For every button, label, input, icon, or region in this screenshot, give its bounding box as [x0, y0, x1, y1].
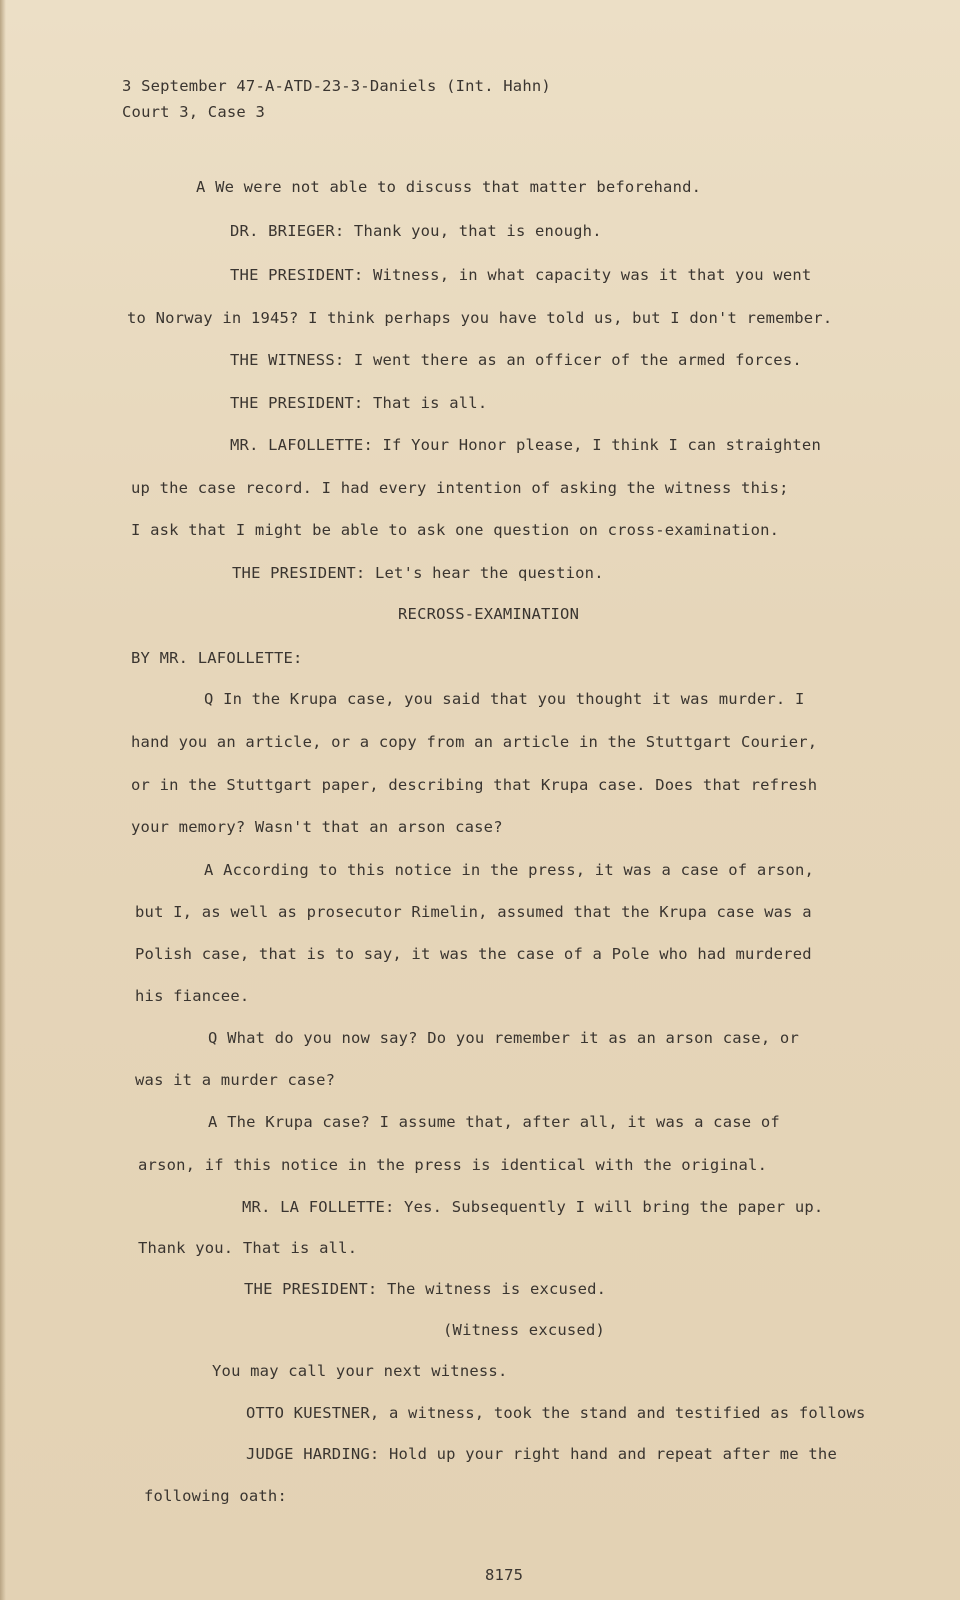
transcript-line-answer-assume: A The Krupa case? I assume that, after all, it was a case of	[208, 1113, 780, 1131]
transcript-line-president-hear: THE PRESIDENT: Let's hear the question.	[232, 564, 604, 582]
page-edge-shadow	[0, 0, 6, 1600]
transcript-line-witness-answer: THE WITNESS: I went there as an officer of the armed forces.	[230, 351, 802, 369]
page-number: 8175	[485, 1566, 524, 1584]
transcript-line-lafollette-cont-1: up the case record. I had every intention of asking the witness this;	[131, 479, 789, 497]
transcript-line-oath: following oath:	[144, 1487, 287, 1505]
transcript-line-president-question: THE PRESIDENT: Witness, in what capacity was it that you went	[230, 266, 812, 284]
header-line-1: 3 September 47-A-ATD-23-3-Daniels (Int. Hahn)	[122, 77, 551, 95]
transcript-line-question-now-cont: was it a murder case?	[135, 1071, 336, 1089]
transcript-line-question-krupa: Q In the Krupa case, you said that you thought it was murder. I	[204, 690, 805, 708]
stage-direction-witness-excused: (Witness excused)	[443, 1321, 606, 1339]
transcript-line-president-all: THE PRESIDENT: That is all.	[230, 394, 488, 412]
transcript-line-lafollette: MR. LAFOLLETTE: If Your Honor please, I think I can straighten	[230, 436, 821, 454]
transcript-line-question-krupa-cont-3: your memory? Wasn't that an arson case?	[131, 818, 503, 836]
section-heading-recross: RECROSS-EXAMINATION	[398, 605, 580, 623]
transcript-line-judge-harding: JUDGE HARDING: Hold up your right hand and repeat after me the	[246, 1445, 837, 1463]
transcript-line-answer: A We were not able to discuss that matter beforehand.	[196, 178, 702, 196]
transcript-line-president-question-cont: to Norway in 1945? I think perhaps you have told us, but I don't remember.	[127, 309, 833, 327]
transcript-line-la-follette: MR. LA FOLLETTE: Yes. Subsequently I will bring the paper up.	[242, 1198, 824, 1216]
transcript-line-lafollette-cont-2: I ask that I might be able to ask one question on cross-examination.	[131, 521, 780, 539]
transcript-line-answer-assume-cont: arson, if this notice in the press is identical with the original.	[138, 1156, 768, 1174]
transcript-line-otto-kuestner: OTTO KUESTNER, a witness, took the stand and testified as follows	[246, 1404, 866, 1422]
transcript-line-answer-arson-cont-1: but I, as well as prosecutor Rimelin, assumed that the Krupa case was a	[135, 903, 812, 921]
header-line-2: Court 3, Case 3	[122, 103, 265, 121]
transcript-line-answer-arson: A According to this notice in the press, it was a case of arson,	[204, 861, 815, 879]
transcript-line-brieger: DR. BRIEGER: Thank you, that is enough.	[230, 222, 602, 240]
transcript-line-answer-arson-cont-2: Polish case, that is to say, it was the case of a Pole who had murdered	[135, 945, 812, 963]
transcript-line-question-krupa-cont-1: hand you an article, or a copy from an article in the Stuttgart Courier,	[131, 733, 818, 751]
transcript-line-la-follette-cont: Thank you. That is all.	[138, 1239, 358, 1257]
transcript-line-president-excused: THE PRESIDENT: The witness is excused.	[244, 1280, 607, 1298]
transcript-line-next-witness: You may call your next witness.	[212, 1362, 508, 1380]
transcript-line-question-now: Q What do you now say? Do you remember it as an arson case, or	[208, 1029, 799, 1047]
examiner-line: BY MR. LAFOLLETTE:	[131, 649, 303, 667]
transcript-line-question-krupa-cont-2: or in the Stuttgart paper, describing that Krupa case. Does that refresh	[131, 776, 818, 794]
transcript-line-answer-arson-cont-3: his fiancee.	[135, 987, 250, 1005]
